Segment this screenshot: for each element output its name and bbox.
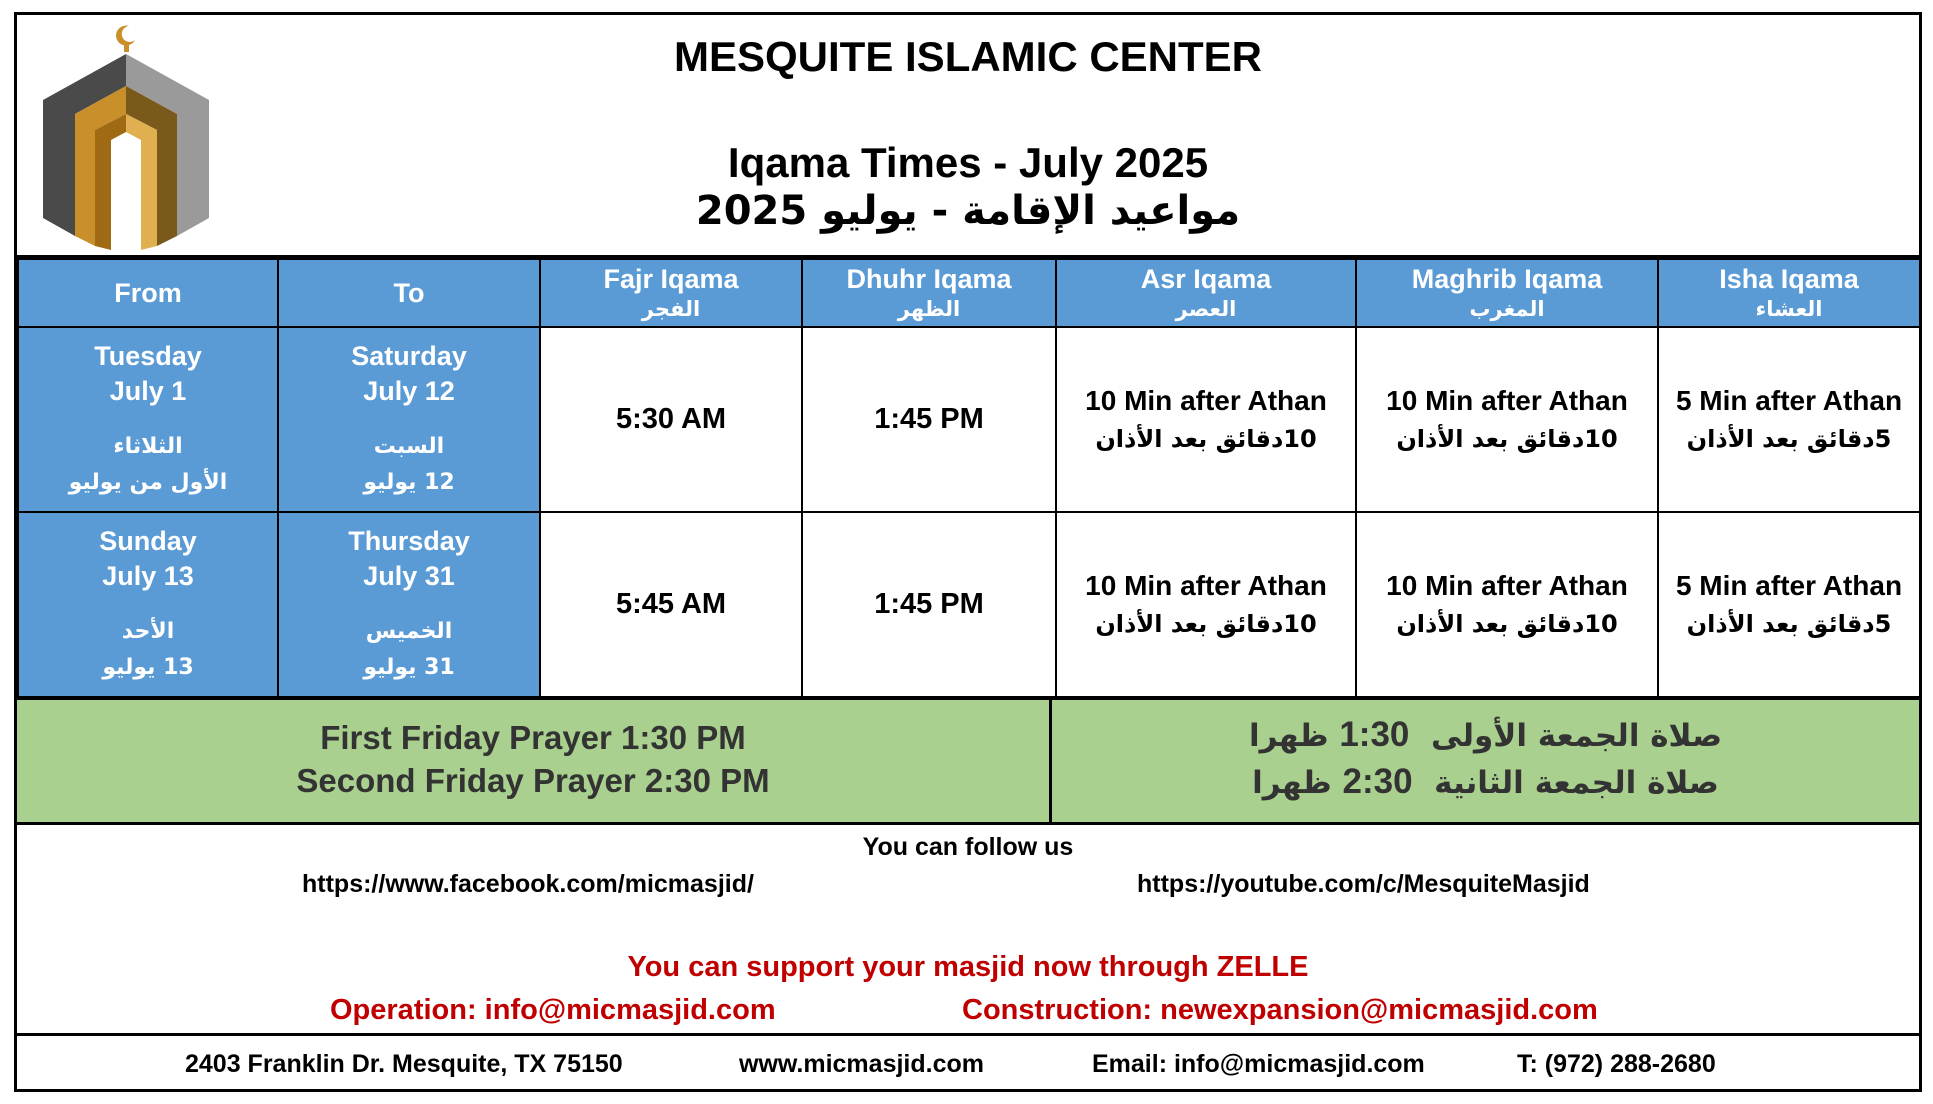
facebook-link[interactable]: https://www.facebook.com/micmasjid/ <box>302 870 754 898</box>
table-header-row <box>18 259 1920 327</box>
fajr-time: 5:30 AM <box>540 327 802 512</box>
fajr-time: 5:45 AM <box>540 512 802 697</box>
asr-time: 10 Min after Athan 10دقائق بعد الأذان <box>1056 512 1356 697</box>
to-date: Thursday July 31 الخميس 31 يوليو <box>278 512 540 697</box>
footer <box>17 1033 1919 1089</box>
asr-time: 10 Min after Athan 10دقائق بعد الأذان <box>1056 327 1356 512</box>
col-to: To <box>278 259 540 327</box>
table-row <box>18 512 1920 697</box>
col-isha: Isha Iqama العشاء <box>1658 259 1920 327</box>
org-name: MESQUITE ISLAMIC CENTER <box>673 33 1263 80</box>
operation-email[interactable]: Operation: info@micmasjid.com <box>330 994 776 1026</box>
col-from: From <box>18 259 278 327</box>
page-title-arabic: مواعيد الإقامة - يوليو 2025 <box>695 188 1241 234</box>
to-date: Saturday July 12 السبت 12 يوليو <box>278 327 540 512</box>
table-row <box>18 327 1920 512</box>
address: 2403 Franklin Dr. Mesquite, TX 75150 <box>185 1050 623 1078</box>
follow-us-text: You can follow us <box>862 833 1074 861</box>
second-friday-prayer: Second Friday Prayer 2:30 PM <box>296 762 770 799</box>
isha-time: 5 Min after Athan 5دقائق بعد الأذان <box>1658 512 1920 697</box>
col-fajr: Fajr Iqama الفجر <box>540 259 802 327</box>
header <box>17 15 1919 258</box>
dhuhr-time: 1:45 PM <box>802 327 1056 512</box>
page-title: Iqama Times - July 2025 <box>727 139 1209 186</box>
iqama-table <box>17 258 1921 698</box>
maghrib-time: 10 Min after Athan 10دقائق بعد الأذان <box>1356 327 1658 512</box>
col-dhuhr: Dhuhr Iqama الظهر <box>802 259 1056 327</box>
col-maghrib: Maghrib Iqama المغرب <box>1356 259 1658 327</box>
friday-prayer-section <box>17 697 1919 825</box>
youtube-link[interactable]: https://youtube.com/c/MesquiteMasjid <box>1137 870 1590 898</box>
second-friday-prayer-arabic: صلاة الجمعة الثانية 2:30 ظهرا <box>1252 762 1719 801</box>
dhuhr-time: 1:45 PM <box>802 512 1056 697</box>
col-asr: Asr Iqama العصر <box>1056 259 1356 327</box>
schedule-sheet <box>14 12 1922 1092</box>
zelle-support-text: You can support your masjid now through ZELLE <box>627 951 1309 983</box>
phone-number: T: (972) 288-2680 <box>1517 1050 1716 1078</box>
construction-email[interactable]: Construction: newexpansion@micmasjid.com <box>962 994 1598 1026</box>
isha-time: 5 Min after Athan 5دقائق بعد الأذان <box>1658 327 1920 512</box>
first-friday-prayer: First Friday Prayer 1:30 PM <box>320 719 746 756</box>
first-friday-prayer-arabic: صلاة الجمعة الأولى 1:30 ظهرا <box>1248 715 1723 754</box>
website-link[interactable]: www.micmasjid.com <box>739 1050 984 1078</box>
friday-prayer-arabic <box>1052 700 1919 834</box>
friday-prayer-english <box>17 700 1052 822</box>
maghrib-time: 10 Min after Athan 10دقائق بعد الأذان <box>1356 512 1658 697</box>
email-link[interactable]: Email: info@micmasjid.com <box>1092 1050 1425 1078</box>
from-date: Tuesday July 1 الثلاثاء الأول من يوليو <box>18 327 278 512</box>
from-date: Sunday July 13 الأحد 13 يوليو <box>18 512 278 697</box>
